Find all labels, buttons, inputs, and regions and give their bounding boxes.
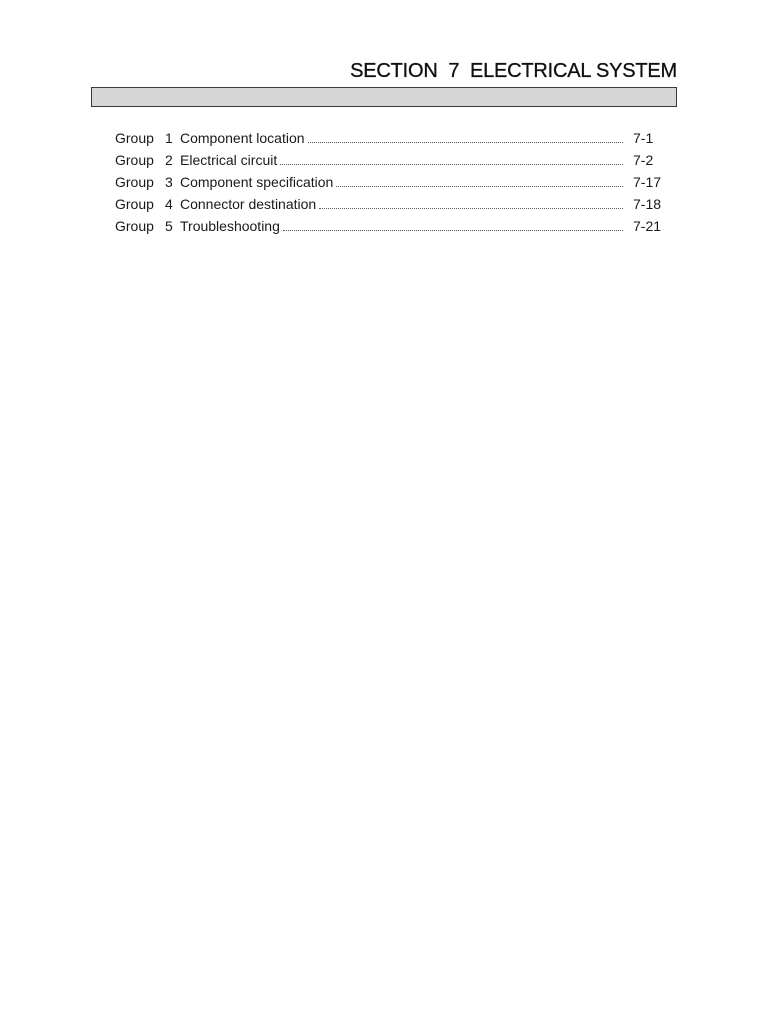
toc-group-label: Group bbox=[115, 174, 154, 190]
section-title-bar bbox=[91, 87, 677, 107]
section-title: SECTION 7 ELECTRICAL SYSTEM bbox=[350, 60, 677, 82]
toc-dot-leader bbox=[280, 164, 623, 165]
toc-group-label: Group bbox=[115, 152, 154, 168]
toc-page-number: 7-18 bbox=[633, 196, 662, 212]
toc-page-number: 7-2 bbox=[633, 152, 654, 168]
toc-group-number: 5 bbox=[165, 218, 173, 234]
toc-dot-leader bbox=[319, 208, 623, 209]
toc-group-number: 4 bbox=[165, 196, 173, 212]
toc-group-number: 2 bbox=[165, 152, 173, 168]
toc-entry[interactable] bbox=[115, 196, 671, 218]
toc-entry-title: Troubleshooting bbox=[180, 218, 280, 234]
toc-entry-title: Connector destination bbox=[180, 196, 317, 212]
toc-page-number: 7-21 bbox=[633, 218, 662, 234]
toc-page-number: 7-1 bbox=[633, 130, 654, 146]
toc-entry-title: Component location bbox=[180, 130, 305, 146]
toc-group-label: Group bbox=[115, 130, 154, 146]
toc-dot-leader bbox=[336, 186, 623, 187]
toc-entry-title: Component specification bbox=[180, 174, 334, 190]
toc-entry[interactable] bbox=[115, 130, 671, 152]
toc-group-number: 1 bbox=[165, 130, 173, 146]
toc-entry[interactable] bbox=[115, 218, 671, 240]
toc-entry[interactable] bbox=[115, 152, 671, 174]
toc-dot-leader bbox=[283, 230, 623, 231]
toc-group-number: 3 bbox=[165, 174, 173, 190]
table-of-contents bbox=[115, 130, 671, 240]
toc-group-label: Group bbox=[115, 218, 154, 234]
toc-entry-title: Electrical circuit bbox=[180, 152, 278, 168]
toc-dot-leader bbox=[308, 142, 623, 143]
toc-group-label: Group bbox=[115, 196, 154, 212]
toc-entry[interactable] bbox=[115, 174, 671, 196]
toc-page-number: 7-17 bbox=[633, 174, 662, 190]
